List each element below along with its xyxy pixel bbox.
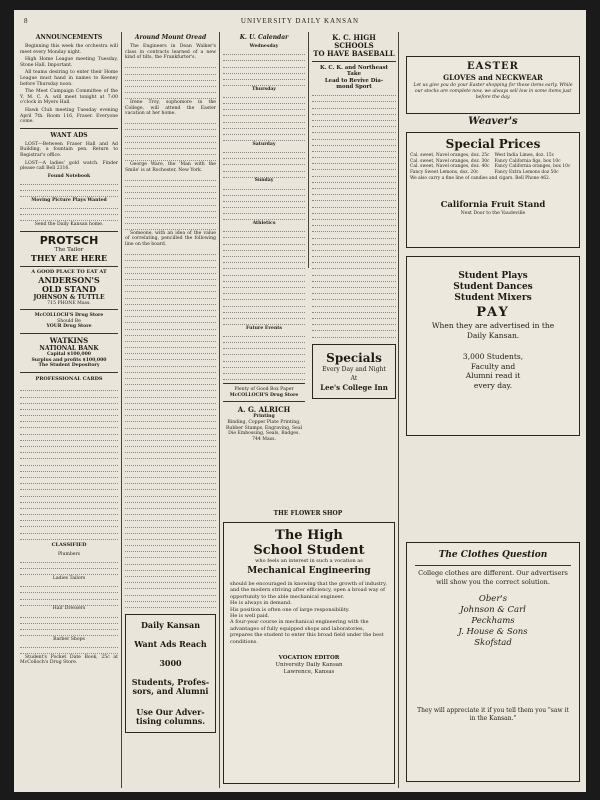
- alrich-line: 744 Mass.: [252, 436, 276, 442]
- want-ads-heading: WANT ADS: [50, 131, 88, 139]
- mccollochs-line: YOUR Drug Store: [46, 324, 92, 330]
- eng-body: He is well paid.: [230, 613, 270, 620]
- weavers-brand: Weaver's: [468, 116, 518, 127]
- calendar-day: Thursday: [252, 86, 276, 92]
- news-paragraph: Someone, with an idea of the value of correlating, pencilled the following line on the board.: [125, 230, 216, 248]
- specials-line: At: [350, 374, 358, 382]
- price-item: Fancy California figs, box 10c: [494, 158, 561, 164]
- ad-line: Want Ads Reach: [134, 638, 207, 649]
- protsch-name: PROTSCH: [39, 233, 99, 247]
- clothes-footer: They will appreciate it if you tell them you "saw it in the Kansan.": [417, 707, 569, 722]
- andersons-line: 715 PHONE Mass.: [47, 300, 91, 306]
- price-note: We also carry a fine line of candies and cigars. Bell Phone 462.: [410, 176, 551, 182]
- clothes-name: J. House & Sons: [458, 627, 528, 637]
- professional-cards-heading: PROFESSIONAL CARDS: [35, 375, 103, 382]
- andersons-line: A GOOD PLACE TO EAT AT: [31, 269, 107, 275]
- andersons-line: JOHNSON & TUTTLE: [33, 293, 105, 301]
- announcement: All teams desiring to enter their Home League must hand in names to Keeney before Thursday noon.: [20, 70, 118, 87]
- fruit-stand-name: California Fruit Stand: [440, 199, 546, 210]
- masthead: [14, 10, 586, 32]
- watkins-line: Capital $100,000: [46, 351, 91, 357]
- want-ad: Moving Picture Plays Wanted: [31, 197, 107, 203]
- student-line: Student Dances: [453, 282, 533, 292]
- mccollochs-line: Should Be: [57, 318, 81, 324]
- daily-kansan-ad: [125, 614, 216, 733]
- student-stat: 3,000 Students,: [462, 352, 524, 361]
- watkins-line: WATKINS: [49, 335, 89, 345]
- eng-body: should be encouraged in knowing that the growth of industry, and the modern striving after efficiency, open a broad way of opportunity to the able mechanical engineer.: [230, 581, 387, 600]
- eng-body: He is always in demand.: [230, 600, 292, 607]
- price-item: Cal. sweet, Navel oranges, doz. 25c: [410, 153, 490, 158]
- price-item: Fancy California oranges, box 10c: [494, 164, 571, 170]
- special-prices-ad: [406, 132, 580, 248]
- flower-shop: THE FLOWER SHOP: [273, 510, 343, 517]
- special-prices-title: Special Prices: [445, 137, 541, 151]
- specials-line: Lee's College Inn: [320, 382, 388, 392]
- eng-who: who feels an interest in such a vocation as: [255, 558, 363, 564]
- ad-line: 3000: [159, 657, 182, 668]
- clothes-name: Skofstad: [474, 638, 512, 648]
- protsch-line: THEY ARE HERE: [30, 253, 108, 263]
- calendar-day: Wednesday: [249, 44, 279, 49]
- masthead-title: UNIVERSITY DAILY KANSAN: [240, 17, 360, 25]
- andersons-line: OLD STAND: [41, 283, 97, 294]
- ad-line: Use Our Adver-: [136, 706, 205, 717]
- eng-vocation: Mechanical Engineering: [247, 566, 371, 576]
- announcement: Hawk Club meeting Tuesday evening April 7th. Room 116, Fraser. Everyone come.: [20, 107, 118, 125]
- classified-sub: Barber Shops: [53, 636, 85, 642]
- ad-line: Daily Kansan: [140, 619, 201, 630]
- pay-word: PAY: [476, 305, 510, 320]
- alrich-line: Printing: [253, 414, 275, 420]
- classified-heading: CLASSIFIED: [51, 541, 87, 548]
- specials-line: Every Day and Night: [322, 365, 386, 373]
- column-1: [20, 32, 118, 788]
- drug-store-ad: McCOLLOCH'S Drug Store: [229, 392, 299, 398]
- headline: TO HAVE BASEBALL: [313, 49, 395, 58]
- news-paragraph: The Engineers in Dean Walker's class in contracts learned of a new kind of tilts, the Frankfurter's.: [125, 44, 216, 61]
- announcement: The Meet Campaign Committee of the Y. M. C. A. will meet tonight at 7:00 o'clock in Myers Hall.: [20, 89, 118, 106]
- classified-sub: Hair Dressers: [52, 606, 86, 612]
- column-3: [223, 32, 305, 462]
- column-4: [312, 32, 396, 462]
- column-2: [125, 32, 216, 788]
- price-item: Cal. sweet, Navel oranges, doz. 40c: [410, 164, 490, 170]
- want-ad: LOST—Between Fraser Hall and Ad Building, a fountain pen. Return to Registrar's office.: [20, 141, 118, 158]
- column-rule: [219, 32, 220, 788]
- watkins-line: Surplus and profits $100,000: [31, 357, 107, 363]
- clothes-name: Ober's: [478, 594, 508, 604]
- price-item: West India Limes, doz. 15c: [494, 153, 555, 158]
- classified-sub: Ladies Tailors: [52, 576, 86, 581]
- page-number: 8: [24, 17, 29, 25]
- announcement: High Home League meeting Tuesday, Stone Hall. Important.: [20, 57, 118, 68]
- headline: K. C. HIGH SCHOOLS: [332, 33, 376, 50]
- subheadline: K. C. K. and Northeast Take: [319, 65, 389, 78]
- classified-sub: Plumbers: [57, 551, 81, 557]
- news-paragraph: Irene Troy, sophomore in the College, will attend the Easter vacation at her home.: [125, 99, 216, 117]
- eng-body: His position is often one of large responsibility.: [230, 606, 350, 613]
- easter-title: EASTER: [467, 61, 519, 72]
- alrich-line: Binding, Copper Plate Printing, Rubber Stamps, Engraving, Seal Die Embossing, Seals, Badges.: [225, 419, 303, 437]
- mccollochs-line: McCOLLOCH'S Drug Store: [34, 313, 104, 319]
- price-item: Fancy Extra Lemons doz 50c: [494, 169, 559, 175]
- column-rule: [398, 32, 399, 788]
- eng-title: School Student: [253, 543, 365, 558]
- news-paragraph: George Ware, the 'Man with the Smile' is at Rochester, New York.: [125, 162, 216, 173]
- specials-title: Specials: [326, 350, 382, 365]
- fruit-stand-sub: Next Door to the Vaudeville: [460, 210, 526, 216]
- eng-footer: University Daily Kansan: [275, 662, 343, 669]
- easter-sub: GLOVES and NECKWEAR: [443, 73, 543, 82]
- want-ad: LOST—A ladies' gold watch. Finder please call Bell 2316.: [20, 160, 118, 172]
- subheadline: mond Sport: [336, 84, 372, 91]
- price-item: Fancy Sweet Lemons, doz. 20c: [410, 169, 479, 175]
- announcement: Beginning this week the orchestra will meet every Monday night.: [20, 44, 118, 55]
- student-stat: Alumni read it: [465, 371, 521, 380]
- eng-footer: VOCATION EDITOR: [278, 655, 340, 662]
- subheadline: Lead to Revive Dia-: [324, 77, 384, 84]
- easter-body: Let us give you do your Easter shopping for these items early. While our stocks are complete now, we always sell low in some items just before the day.: [413, 83, 573, 100]
- clothes-ad: [406, 542, 580, 782]
- divider: [20, 128, 118, 129]
- announcements-heading: ANNOUNCEMENTS: [35, 34, 103, 41]
- eng-title: The High: [275, 528, 343, 543]
- newspaper-page: [14, 10, 586, 792]
- column-rule: [308, 32, 309, 268]
- student-ad: [406, 256, 580, 436]
- ad-line: tising columns.: [135, 715, 206, 726]
- protsch-line: The Tailor: [54, 246, 84, 253]
- column-rule: [121, 32, 122, 788]
- calendar-section: Athletics: [252, 221, 276, 227]
- clothes-title: The Clothes Question: [438, 550, 548, 560]
- andersons-name: ANDERSON'S: [38, 274, 100, 285]
- engineering-ad: [223, 522, 395, 784]
- ad-line: Students, Profes-: [131, 676, 210, 687]
- student-stat: every day.: [473, 380, 513, 390]
- clothes-name: Peckhams: [471, 616, 515, 626]
- alrich-name: A. G. ALRICH: [237, 405, 291, 415]
- footer-ad: Student's Pocket Date Book, 25c at McColloch's Drug Store.: [20, 654, 118, 666]
- student-when: When they are advertised in the Daily Kansan.: [431, 321, 555, 340]
- ad-line: sors, and Alumni: [132, 685, 209, 696]
- easter-ad: [406, 56, 580, 114]
- calendar-section: Future Events: [245, 325, 283, 331]
- eng-body: A four-year course in mechanical engineering with the advantages of fully equipped shops and laboratories, prepares the student to enter this broad field under the best conditions.: [230, 619, 384, 645]
- specials-ad: [312, 344, 396, 399]
- price-item: Cal. sweet, Navel oranges, doz. 30c: [410, 158, 490, 164]
- want-ad: Send the Daily Kansan home.: [34, 222, 104, 227]
- student-stat: Faculty and: [470, 361, 516, 371]
- eng-footer: Lawrence, Kansas: [283, 669, 335, 676]
- box-paper-ad: Plenty of Good Box Paper: [234, 387, 294, 393]
- clothes-name: Johnson & Carl: [460, 605, 526, 615]
- calendar-heading: K. U. Calendar: [239, 34, 289, 41]
- around-mount-oread-heading: Around Mount Oread: [134, 34, 207, 41]
- calendar-day: Saturday: [252, 141, 276, 147]
- want-ad: Found Notebook: [47, 173, 91, 179]
- student-line: Student Mixers: [454, 293, 532, 303]
- clothes-body: College clothes are different. Our advertisers will show you the correct solution.: [418, 569, 568, 586]
- student-line: Student Plays: [458, 271, 528, 281]
- watkins-line: The Student Depository: [38, 363, 100, 369]
- watkins-line: NATIONAL BANK: [39, 344, 99, 352]
- calendar-day: Sunday: [254, 178, 274, 184]
